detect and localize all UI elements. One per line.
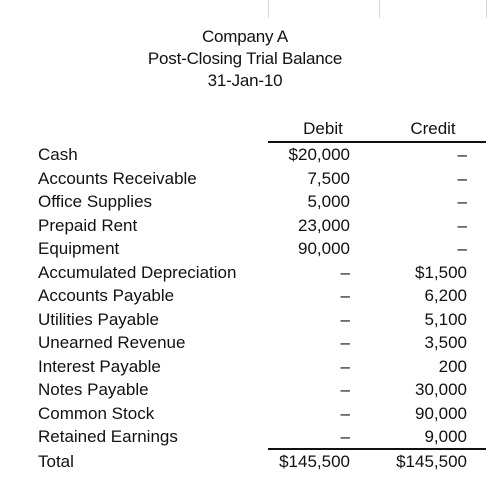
table-row: [0, 214, 490, 238]
table-row: [0, 143, 490, 167]
debit-amount: $20,000: [288, 145, 350, 164]
debit-amount: –: [340, 286, 350, 305]
account-name: Office Supplies: [38, 192, 153, 211]
table-row: [0, 261, 490, 285]
credit-amount: –: [457, 215, 467, 235]
table-row: [0, 402, 490, 426]
table-row: [0, 378, 490, 402]
table-row: [0, 190, 490, 214]
credit-amount: 5,100: [424, 309, 467, 329]
account-name: Accounts Receivable: [38, 168, 197, 188]
account-name: Interest Payable: [38, 356, 161, 376]
debit-amount: –: [340, 333, 350, 352]
table-row: [0, 355, 490, 379]
total-row: [0, 450, 490, 474]
credit-amount: 3,500: [424, 333, 467, 352]
debit-amount: 5,000: [307, 192, 350, 211]
account-name: Unearned Revenue: [38, 333, 186, 352]
credit-amount: –: [457, 239, 467, 258]
company-name: Company A: [201, 27, 289, 46]
table-row: [0, 284, 490, 308]
total-debit: $145,500: [279, 452, 350, 471]
grid-line: [268, 0, 269, 18]
credit-column-header: Credit: [410, 119, 456, 138]
debit-amount: –: [340, 356, 350, 376]
debit-amount: –: [340, 262, 350, 282]
account-name: Equipment: [38, 239, 120, 258]
credit-amount: –: [457, 192, 467, 211]
credit-amount: 200: [438, 356, 467, 376]
credit-amount: 30,000: [415, 380, 467, 399]
table-row: [0, 308, 490, 332]
credit-amount: 6,200: [424, 286, 467, 305]
report-header: [0, 26, 490, 92]
debit-amount: –: [340, 403, 350, 423]
table-row: [0, 425, 490, 449]
grid-line: [486, 0, 487, 18]
total-label: Total: [38, 452, 74, 471]
account-name: Accounts Payable: [38, 286, 175, 305]
credit-amount: –: [457, 168, 467, 188]
credit-amount: 9,000: [424, 427, 467, 446]
grid-line: [379, 0, 380, 18]
account-name: Cash: [38, 145, 78, 164]
debit-column-header: Debit: [303, 119, 343, 138]
total-credit: $145,500: [396, 452, 467, 471]
account-name: Retained Earnings: [38, 427, 178, 446]
debit-amount: 7,500: [307, 168, 350, 188]
table-row: [0, 167, 490, 191]
credit-amount: 90,000: [415, 403, 467, 423]
credit-amount: –: [457, 145, 467, 164]
report-date: 31-Jan-10: [207, 71, 283, 90]
account-name: Accumulated Depreciation: [38, 262, 237, 282]
debit-amount: 23,000: [298, 215, 350, 235]
debit-amount: –: [340, 380, 350, 399]
table-row: [0, 237, 490, 261]
report-title: Post-Closing Trial Balance: [147, 49, 343, 68]
credit-amount: $1,500: [415, 262, 467, 282]
debit-amount: 90,000: [298, 239, 350, 258]
debit-amount: –: [340, 427, 350, 446]
table-row: [0, 331, 490, 355]
account-name: Prepaid Rent: [38, 215, 138, 235]
account-name: Utilities Payable: [38, 309, 159, 329]
account-name: Common Stock: [38, 403, 155, 423]
debit-amount: –: [340, 309, 350, 329]
account-name: Notes Payable: [38, 380, 149, 399]
